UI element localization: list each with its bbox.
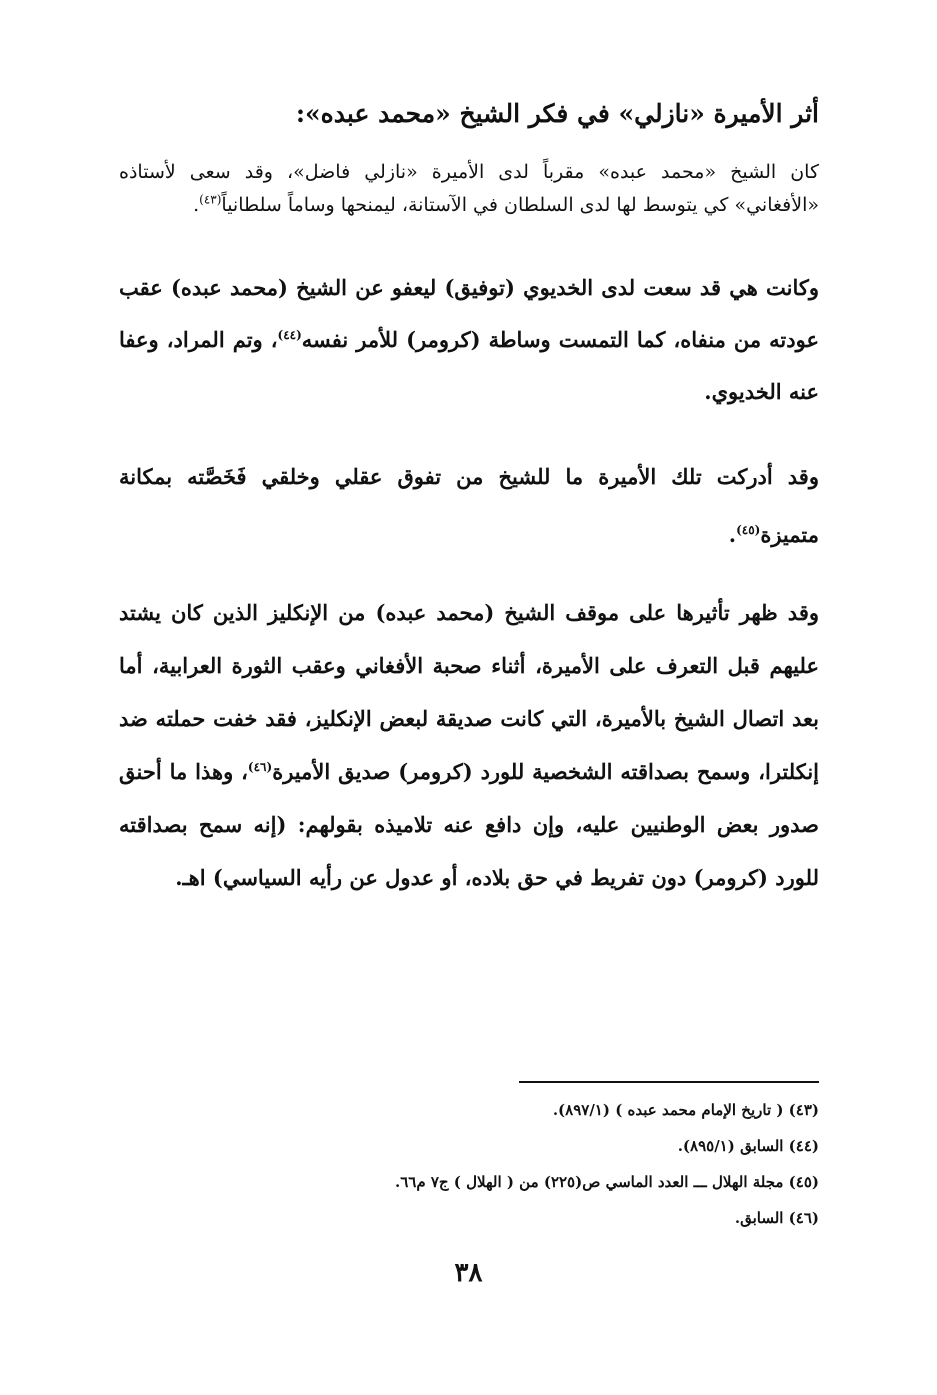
paragraph-1-text-b: ، وتم المراد، وعفا عنه الخديوي. <box>119 327 819 404</box>
footnotes <box>119 1092 819 1236</box>
page-number: ٣٨ <box>454 1258 483 1288</box>
paragraph-3-text-b: ، وهذا ما أحنق صدور بعض الوطنيين عليه، وإن دافع عنه تلاميذه بقولهم: (إنه سمح بصداقته للورد (كرومر) دون تفريط في حق بلاده، أو عدول عن رأيه السياسي) اهـ. <box>119 759 819 890</box>
section-heading: أثر الأميرة «نازلي» في فكر الشيخ «محمد عبده»: <box>295 99 819 128</box>
footnote-ref-45: (٤٥) <box>736 523 761 537</box>
footnote-ref-43: (٤٣) <box>199 192 222 207</box>
footnote-ref-44: (٤٤) <box>277 328 302 342</box>
paragraph-3-text-a: وقد ظهر تأثيرها على موقف الشيخ (محمد عبده) من الإنكليز الذين كان يشتد عليهم قبل التعرف على الأميرة، أثناء صحبة الأفغاني وعقب الثورة العرابية، أما بعد اتصال الشيخ بالأميرة، التي كانت صديقة لبعض الإنكليز، فقد خفت حملته ضد إنكلترا، وسمح بصداقته الشخصية للورد (كرومر) صديق الأميرة <box>119 600 819 784</box>
footnote-ref-46: (٤٦) <box>247 760 273 774</box>
paragraph-2 <box>119 448 819 564</box>
footnote-46: (٤٦) السابق. <box>734 1209 819 1227</box>
paragraph-2-end: . <box>728 522 737 547</box>
footnote-45: (٤٥) مجلة الهلال ـــ العدد الماسي ص(٢٢٥) من ( الهلال ) ج٧ م٦٦. <box>394 1173 819 1191</box>
paragraph-1 <box>119 262 819 418</box>
paragraph-1-text-a: وكانت هي قد سعت لدى الخديوي (توفيق) ليعفو عن الشيخ (محمد عبده) عقب عودته من منفاه، كما التمست وساطة (كرومر) للأمر نفسه <box>119 275 820 352</box>
paragraph-2-text: وقد أدركت تلك الأميرة ما للشيخ من تفوق عقلي وخلقي فَخَصَّته بمكانة متميزة <box>119 464 819 547</box>
intro-end: . <box>193 194 200 216</box>
paragraph-3 <box>119 586 819 904</box>
footnote-divider <box>519 1081 819 1083</box>
intro-text: كان الشيخ «محمد عبده» مقرباً لدى الأميرة «نازلي فاضل»، وقد سعى لأستاذه «الأفغاني» كي يتوسط لها لدى السلطان في الآستانة، ليمنحها وساماً سلطانياً <box>119 161 819 216</box>
footnote-43: (٤٣) ( تاريخ الإمام محمد عبده ) (٨٩٧/١). <box>552 1101 819 1119</box>
footnote-44: (٤٤) السابق (٨٩٥/١). <box>677 1137 819 1155</box>
intro-paragraph <box>119 156 819 222</box>
